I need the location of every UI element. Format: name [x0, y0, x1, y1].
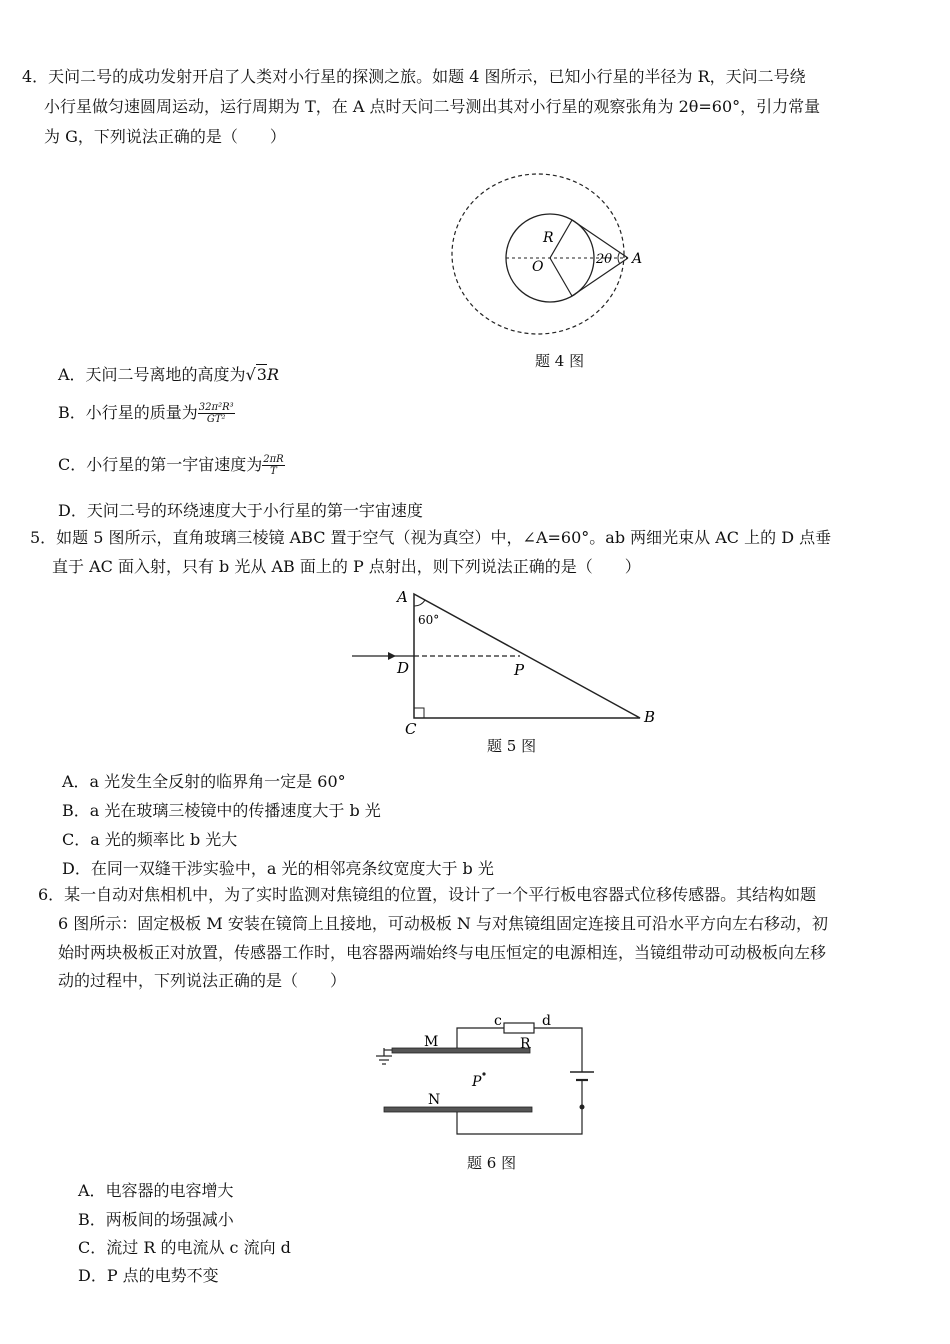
q5-figure	[350, 586, 670, 736]
q4-option-b[interactable]	[58, 400, 235, 425]
q6-figure-caption: 题 6 图	[467, 1154, 517, 1172]
q4-option-c-fraction: $\frac{2\pi R}{T}$	[263, 454, 284, 477]
q4-option-b-text: B．小行星的质量为	[58, 403, 198, 422]
q6-label-R: R	[520, 1036, 531, 1052]
q6-option-d[interactable]: D．P 点的电势不变	[78, 1266, 219, 1285]
q4-line-2: 小行星做匀速圆周运动，运行周期为 T，在 A 点时天问二号测出其对小行星的观察张角为 2θ=60°，引力常量	[44, 97, 821, 116]
q4-option-a-text: A．天问二号离地的高度为	[58, 365, 246, 384]
q4-option-d[interactable]: D．天问二号的环绕速度大于小行星的第一宇宙速度	[58, 501, 423, 520]
q6-line-3: 始时两块极板正对放置，传感器工作时，电容器两端始终与电压恒定的电源相连，当镜组带动可动极板向左移	[58, 943, 827, 962]
q5-line-1: 5．如题 5 图所示，直角玻璃三棱镜 ABC 置于空气（视为真空）中，∠A=60°。ab 两细光束从 AC 上的 D 点垂	[30, 528, 832, 547]
q5-label-A: A	[397, 588, 408, 606]
q5-figure-caption: 题 5 图	[487, 737, 537, 755]
q4-option-b-fraction: $\frac{\text{32π²R³}}{\text{GT²}}$	[198, 402, 234, 425]
q6-line-4: 动的过程中，下列说法正确的是（ ）	[58, 971, 347, 990]
q5-option-c[interactable]: C．a 光的频率比 b 光大	[62, 830, 238, 849]
q6-label-P: P	[472, 1074, 482, 1090]
q4-line-3: 为 G，下列说法正确的是（ ）	[44, 127, 286, 146]
q6-line-1: 6．某一自动对焦相机中，为了实时监测对焦镜组的位置，设计了一个平行板电容器式位移传感器。其结构如题	[38, 885, 817, 904]
q6-label-d: d	[542, 1013, 551, 1029]
q6-label-c: c	[494, 1013, 502, 1029]
q4-figure-caption: 题 4 图	[535, 352, 585, 370]
q4-option-a-sqrt: 3	[256, 365, 267, 384]
q5-label-B: B	[644, 708, 656, 726]
q5-line-2: 直于 AC 面入射，只有 b 光从 AB 面上的 P 点射出，则下列说法正确的是（ ）	[52, 557, 641, 576]
q6-figure	[364, 1010, 604, 1145]
q6-option-c[interactable]: C．流过 R 的电流从 c 流向 d	[78, 1238, 291, 1257]
q4-option-a[interactable]: A．天问二号离地的高度为√3R	[58, 365, 279, 384]
q6-label-N: N	[428, 1092, 441, 1108]
q6-line-2: 6 图所示：固定极板 M 安装在镜筒上且接地，可动极板 N 与对焦镜组固定连接且可沿水平方向左右移动，初	[58, 914, 828, 933]
q5-label-P: P	[514, 661, 525, 679]
q5-label-D: D	[397, 659, 410, 677]
q4-figure	[448, 170, 668, 335]
q4-option-c[interactable]	[58, 452, 285, 477]
q6-option-b[interactable]: B．两板间的场强减小	[78, 1210, 234, 1229]
q4-label-R: R	[543, 230, 554, 246]
q4-label-angle: 2θ	[596, 252, 613, 267]
q5-option-b[interactable]: B．a 光在玻璃三棱镜中的传播速度大于 b 光	[62, 801, 381, 820]
q5-label-C: C	[405, 720, 417, 736]
q4-line-1: 4．天问二号的成功发射开启了人类对小行星的探测之旅。如题 4 图所示，已知小行星的半径为 R，天问二号绕	[22, 67, 806, 86]
q4-option-a-suffix: R	[266, 365, 279, 384]
q4-label-O: O	[532, 259, 544, 275]
q4-option-c-text: C．小行星的第一宇宙速度为	[58, 455, 263, 474]
q4-label-A: A	[632, 251, 643, 267]
q5-label-angle: 60°	[418, 613, 440, 627]
q6-option-a[interactable]: A．电容器的电容增大	[78, 1181, 234, 1200]
q5-option-a[interactable]: A．a 光发生全反射的临界角一定是 60°	[62, 772, 346, 791]
q6-label-M: M	[424, 1034, 439, 1050]
q5-option-d[interactable]: D．在同一双缝干涉实验中，a 光的相邻亮条纹宽度大于 b 光	[62, 859, 494, 878]
